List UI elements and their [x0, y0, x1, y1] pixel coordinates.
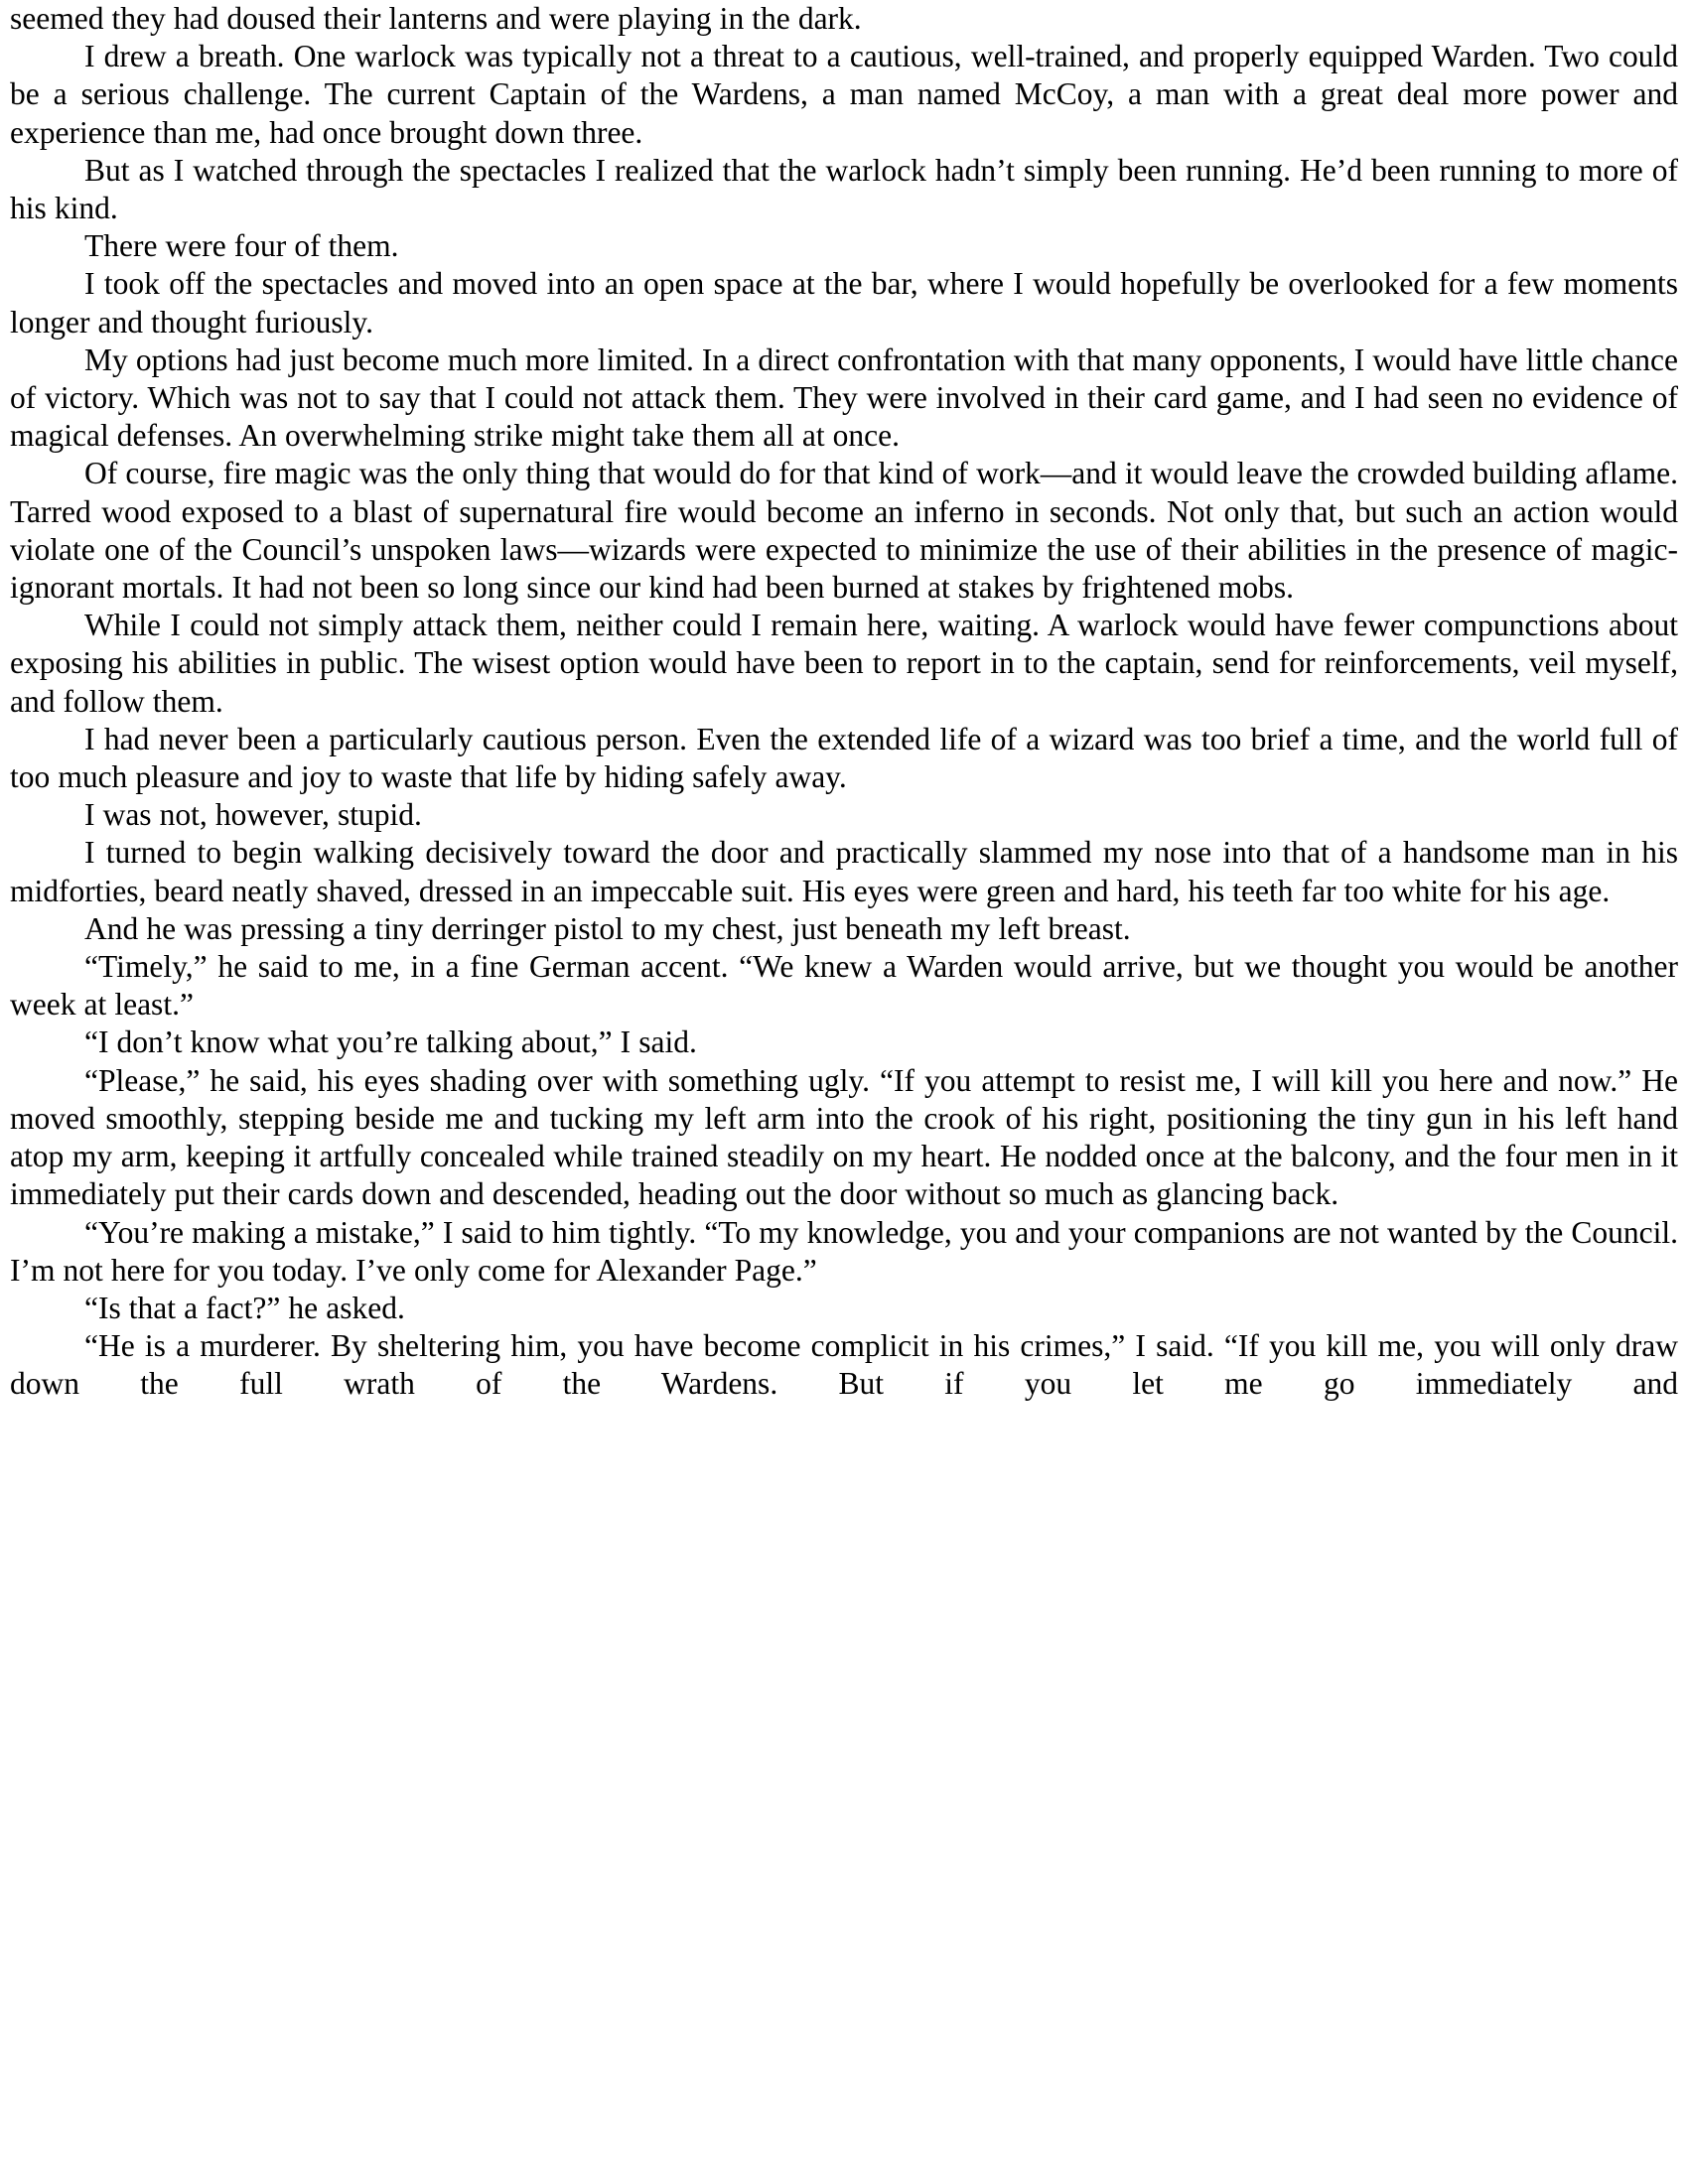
paragraph: While I could not simply attack them, neither could I remain here, waiting. A warlock would have fewer compunctions about exposing his abilities in public. The wisest option would have been to report in to the captain, send for reinforcements, veil myself, and follow them.	[10, 608, 1678, 719]
paragraph: I took off the spectacles and moved into an open space at the bar, where I would hopefully be overlooked for a few moments longer and thought furiously.	[10, 266, 1678, 340]
paragraph-dialogue: “Timely,” he said to me, in a fine German accent. “We knew a Warden would arrive, but we thought you would be another week at least.”	[10, 949, 1678, 1023]
paragraph-continuation: seemed they had doused their lanterns and were playing in the dark.	[10, 1, 862, 36]
paragraph: My options had just become much more limited. In a direct confrontation with that many opponents, I would have little chance of victory. Which was not to say that I could not attack them. They were involved in their card game, and I had seen no evidence of magical defenses. An overwhelming strike might take them all at once.	[10, 341, 1678, 454]
paragraph: I was not, however, stupid.	[84, 797, 422, 833]
paragraph: I had never been a particularly cautious person. Even the extended life of a wizard was too brief a time, and the world full of too much pleasure and joy to waste that life by hiding safely away.	[10, 721, 1678, 795]
paragraph: But as I watched through the spectacles I realized that the warlock hadn’t simply been running. He’d been running to more of his kind.	[10, 152, 1678, 226]
paragraph: There were four of them.	[84, 228, 399, 264]
paragraph: Of course, fire magic was the only thing that would do for that kind of work—and it would leave the crowded building aflame. Tarred wood exposed to a blast of supernatural fire would become an inferno in seconds. Not only that, but such an action would violate one of the Council’s unspoken laws—wizards were expected to minimize the use of their abilities in the presence of magic-ignorant mortals. It had not been so long since our kind had been burned at stakes by frightened mobs.	[10, 456, 1678, 606]
paragraph: And he was pressing a tiny derringer pistol to my chest, just beneath my left breast.	[84, 910, 1131, 946]
paragraph-dialogue: “You’re making a mistake,” I said to him tightly. “To my knowledge, you and your companions are not wanted by the Council. I’m not here for you today. I’ve only come for Alexander Page.”	[10, 1214, 1678, 1288]
paragraph-dialogue-clipped: “He is a murderer. By sheltering him, you have become complicit in his crimes,” I said. “If you kill me, you will only draw down the full wrath of the Wardens. But if you let me go immediately and	[10, 1328, 1678, 1402]
page-body-text	[10, 0, 1678, 1441]
paragraph-dialogue: “Please,” he said, his eyes shading over with something ugly. “If you attempt to resist me, I will kill you here and now.” He moved smoothly, stepping beside me and tucking my left arm into the crook of his right, positioning the tiny gun in his left hand atop my arm, keeping it artfully concealed while trained steadily on my heart. He nodded once at the balcony, and the four men in it immediately put their cards down and descended, heading out the door without so much as glancing back.	[10, 1062, 1678, 1212]
paragraph-dialogue: “Is that a fact?” he asked.	[84, 1290, 405, 1325]
paragraph: I turned to begin walking decisively toward the door and practically slammed my nose into that of a handsome man in his midforties, beard neatly shaved, dressed in an impeccable suit. His eyes were green and hard, his teeth far too white for his age.	[10, 835, 1678, 908]
paragraph: I drew a breath. One warlock was typically not a threat to a cautious, well-trained, and properly equipped Warden. Two could be a serious challenge. The current Captain of the Wardens, a man named McCoy, a man with a great deal more power and experience than me, had once brought down three.	[10, 39, 1678, 150]
paragraph-dialogue: “I don’t know what you’re talking about,” I said.	[84, 1024, 697, 1060]
